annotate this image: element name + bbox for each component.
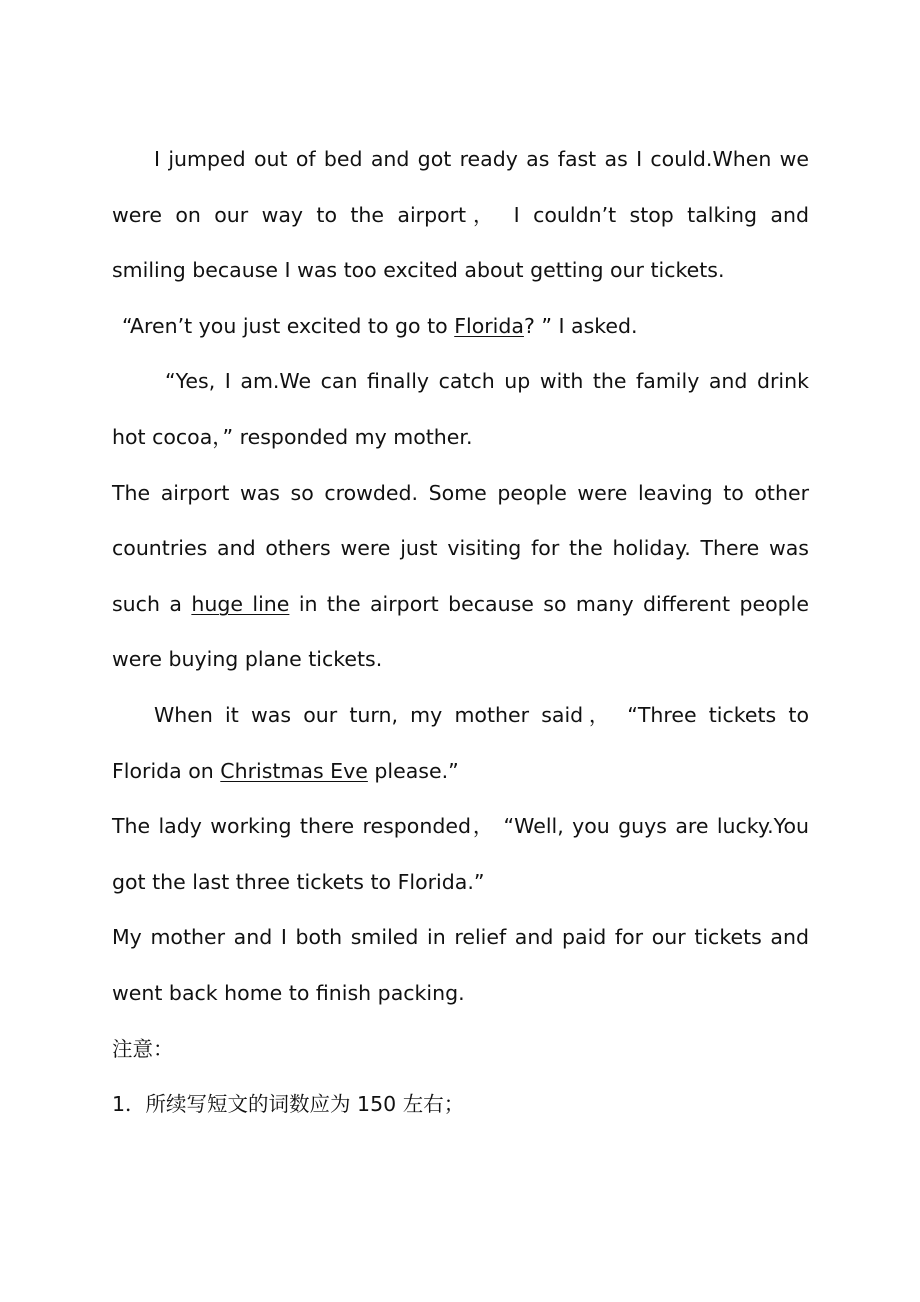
- dialogue-line: [112, 299, 809, 355]
- notes-heading: 注意：: [112, 1036, 174, 1061]
- paragraph-line: [112, 744, 809, 800]
- paragraph-line: smiling because I was too excited about getting our tickets.: [112, 258, 725, 283]
- underlined-term-huge-line: huge line: [191, 591, 290, 616]
- text-run: ? ” I asked.: [523, 313, 638, 338]
- text-run: please.”: [367, 758, 459, 783]
- text-run: in the airport because so many different people: [289, 591, 809, 616]
- paragraph-line: When it was our turn, my mother said， “Three tickets to: [154, 702, 809, 727]
- paragraph-line: countries and others were just visiting for the holiday. There was: [112, 536, 809, 561]
- text-run: Florida on: [112, 758, 221, 783]
- dialogue-line: hot cocoa，” responded my mother.: [112, 424, 473, 449]
- dialogue-line: The lady working there responded， “Well, you guys are lucky.You: [112, 814, 809, 839]
- underlined-term-christmas-eve: Christmas Eve: [220, 758, 368, 783]
- paragraph-line: My mother and I both smiled in relief and paid for our tickets and: [112, 925, 809, 950]
- document-body: [112, 132, 809, 1133]
- dialogue-line: “Yes, I am.We can finally catch up with the family and drink: [165, 369, 809, 394]
- dialogue-line: got the last three tickets to Florida.”: [112, 869, 485, 894]
- underlined-term-florida: Florida: [454, 313, 524, 338]
- paragraph-line: I jumped out of bed and got ready as fast as I could.When we: [154, 147, 809, 171]
- paragraph-line: [112, 577, 809, 633]
- paragraph-line: The airport was so crowded. Some people were leaving to other: [112, 480, 809, 505]
- text-run: such a: [112, 591, 192, 616]
- notes-item: 1．所续写短文的词数应为 150 左右；: [112, 1092, 465, 1117]
- text-run: “Aren’t you just excited to go to: [122, 313, 455, 338]
- paragraph-line: were on our way to the airport， I couldn’t stop talking and: [112, 202, 809, 227]
- paragraph-line: were buying plane tickets.: [112, 647, 383, 672]
- paragraph-line: went back home to finish packing.: [112, 980, 465, 1005]
